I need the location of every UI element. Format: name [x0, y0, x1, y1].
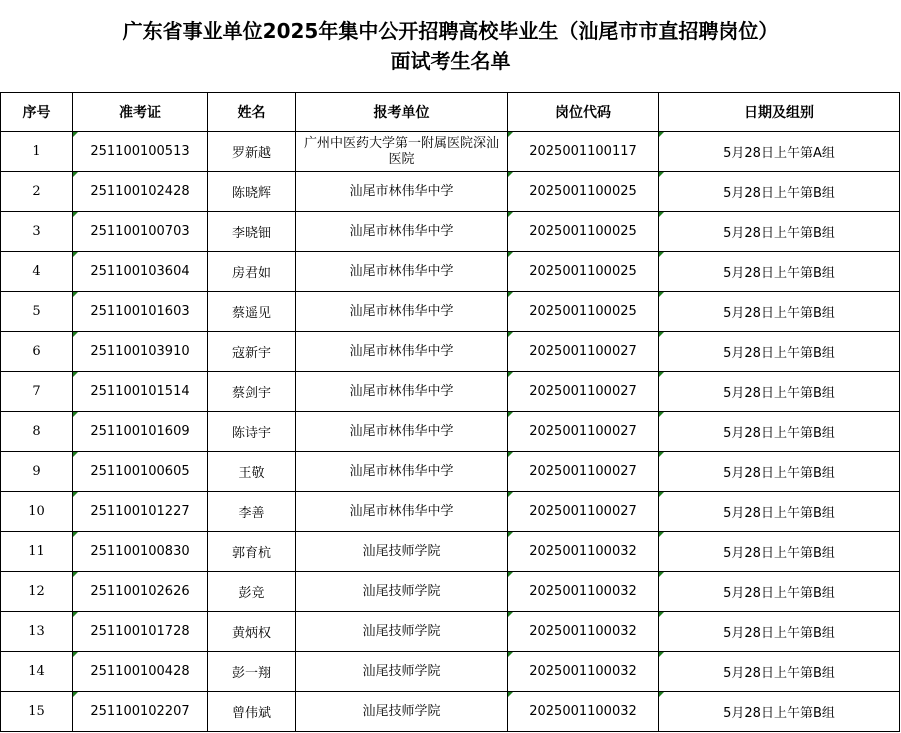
- cell-unit: 广州中医药大学第一附属医院深汕医院: [296, 132, 508, 172]
- cell-date-group: 5月28日上午第B组: [659, 652, 900, 692]
- cell-name: 彭一翔: [208, 652, 296, 692]
- cell-unit: 汕尾市林伟华中学: [296, 372, 508, 412]
- cell-position-code: 2025001100025: [508, 212, 659, 252]
- cell-seq: 14: [1, 652, 73, 692]
- cell-unit: 汕尾技师学院: [296, 612, 508, 652]
- table-row: [1, 612, 900, 652]
- table-row: [1, 332, 900, 372]
- cell-seq: 5: [1, 292, 73, 332]
- cell-name: 寇新宇: [208, 332, 296, 372]
- table-row: [1, 292, 900, 332]
- cell-unit: 汕尾技师学院: [296, 652, 508, 692]
- cell-unit: 汕尾技师学院: [296, 692, 508, 732]
- header-date: 日期及组别: [659, 93, 900, 132]
- cell-seq: 15: [1, 692, 73, 732]
- title-line-2: 面试考生名单: [390, 49, 511, 73]
- cell-name: 罗新越: [208, 132, 296, 172]
- cell-exam-number: 251100100703: [73, 212, 208, 252]
- cell-seq: 13: [1, 612, 73, 652]
- cell-seq: 12: [1, 572, 73, 612]
- cell-date-group: 5月28日上午第B组: [659, 172, 900, 212]
- cell-position-code: 2025001100117: [508, 132, 659, 172]
- cell-name: 郭育杭: [208, 532, 296, 572]
- cell-exam-number: 251100101728: [73, 612, 208, 652]
- table-row: [1, 412, 900, 452]
- cell-name: 陈诗宇: [208, 412, 296, 452]
- cell-date-group: 5月28日上午第B组: [659, 572, 900, 612]
- cell-position-code: 2025001100032: [508, 612, 659, 652]
- cell-date-group: 5月28日上午第B组: [659, 412, 900, 452]
- cell-unit: 汕尾市林伟华中学: [296, 412, 508, 452]
- cell-date-group: 5月28日上午第B组: [659, 332, 900, 372]
- cell-position-code: 2025001100025: [508, 172, 659, 212]
- cell-date-group: 5月28日上午第B组: [659, 292, 900, 332]
- table-row: [1, 252, 900, 292]
- cell-seq: 1: [1, 132, 73, 172]
- table-row: [1, 572, 900, 612]
- header-seq: 序号: [1, 93, 73, 132]
- cell-unit: 汕尾市林伟华中学: [296, 332, 508, 372]
- cell-name: 李晓钿: [208, 212, 296, 252]
- cell-unit: 汕尾技师学院: [296, 572, 508, 612]
- cell-seq: 8: [1, 412, 73, 452]
- cell-position-code: 2025001100032: [508, 572, 659, 612]
- table-header-row: [1, 93, 900, 132]
- candidate-table: [0, 92, 900, 732]
- cell-exam-number: 251100102428: [73, 172, 208, 212]
- cell-unit: 汕尾市林伟华中学: [296, 252, 508, 292]
- cell-exam-number: 251100102626: [73, 572, 208, 612]
- cell-exam-number: 251100103910: [73, 332, 208, 372]
- cell-exam-number: 251100101603: [73, 292, 208, 332]
- cell-date-group: 5月28日上午第B组: [659, 692, 900, 732]
- header-unit: 报考单位: [296, 93, 508, 132]
- cell-exam-number: 251100100428: [73, 652, 208, 692]
- cell-unit: 汕尾市林伟华中学: [296, 492, 508, 532]
- cell-exam-number: 251100102207: [73, 692, 208, 732]
- cell-name: 房君如: [208, 252, 296, 292]
- cell-seq: 2: [1, 172, 73, 212]
- cell-date-group: 5月28日上午第B组: [659, 452, 900, 492]
- cell-seq: 7: [1, 372, 73, 412]
- table-row: [1, 132, 900, 172]
- cell-unit: 汕尾市林伟华中学: [296, 212, 508, 252]
- cell-unit: 汕尾市林伟华中学: [296, 292, 508, 332]
- table-row: [1, 372, 900, 412]
- cell-seq: 3: [1, 212, 73, 252]
- cell-date-group: 5月28日上午第B组: [659, 532, 900, 572]
- cell-position-code: 2025001100027: [508, 332, 659, 372]
- table-row: [1, 692, 900, 732]
- cell-position-code: 2025001100027: [508, 452, 659, 492]
- cell-date-group: 5月28日上午第B组: [659, 372, 900, 412]
- cell-exam-number: 251100100605: [73, 452, 208, 492]
- cell-seq: 6: [1, 332, 73, 372]
- header-exam: 准考证: [73, 93, 208, 132]
- cell-name: 黄炳权: [208, 612, 296, 652]
- cell-date-group: 5月28日上午第B组: [659, 612, 900, 652]
- cell-name: 陈晓辉: [208, 172, 296, 212]
- table-row: [1, 212, 900, 252]
- cell-seq: 11: [1, 532, 73, 572]
- cell-name: 曾伟斌: [208, 692, 296, 732]
- cell-name: 王敬: [208, 452, 296, 492]
- cell-name: 蔡遥见: [208, 292, 296, 332]
- cell-position-code: 2025001100032: [508, 652, 659, 692]
- table-body: [1, 132, 900, 732]
- cell-unit: 汕尾技师学院: [296, 532, 508, 572]
- cell-exam-number: 251100100830: [73, 532, 208, 572]
- cell-exam-number: 251100101227: [73, 492, 208, 532]
- cell-unit: 汕尾市林伟华中学: [296, 172, 508, 212]
- table-row: [1, 172, 900, 212]
- cell-position-code: 2025001100025: [508, 252, 659, 292]
- cell-position-code: 2025001100027: [508, 372, 659, 412]
- header-code: 岗位代码: [508, 93, 659, 132]
- title-line-1: 广东省事业单位2025年集中公开招聘高校毕业生（汕尾市市直招聘岗位）: [122, 19, 779, 43]
- cell-date-group: 5月28日上午第B组: [659, 212, 900, 252]
- table-row: [1, 532, 900, 572]
- cell-unit: 汕尾市林伟华中学: [296, 452, 508, 492]
- cell-seq: 10: [1, 492, 73, 532]
- cell-exam-number: 251100103604: [73, 252, 208, 292]
- cell-exam-number: 251100101609: [73, 412, 208, 452]
- table-row: [1, 452, 900, 492]
- cell-position-code: 2025001100027: [508, 412, 659, 452]
- table-row: [1, 652, 900, 692]
- header-name: 姓名: [208, 93, 296, 132]
- cell-exam-number: 251100100513: [73, 132, 208, 172]
- cell-seq: 9: [1, 452, 73, 492]
- table-row: [1, 492, 900, 532]
- cell-date-group: 5月28日上午第A组: [659, 132, 900, 172]
- cell-position-code: 2025001100032: [508, 692, 659, 732]
- cell-position-code: 2025001100027: [508, 492, 659, 532]
- cell-name: 李善: [208, 492, 296, 532]
- cell-name: 蔡剑宇: [208, 372, 296, 412]
- cell-date-group: 5月28日上午第B组: [659, 252, 900, 292]
- cell-date-group: 5月28日上午第B组: [659, 492, 900, 532]
- document-title: [0, 0, 901, 92]
- cell-exam-number: 251100101514: [73, 372, 208, 412]
- cell-seq: 4: [1, 252, 73, 292]
- cell-position-code: 2025001100032: [508, 532, 659, 572]
- cell-position-code: 2025001100025: [508, 292, 659, 332]
- cell-name: 彭竞: [208, 572, 296, 612]
